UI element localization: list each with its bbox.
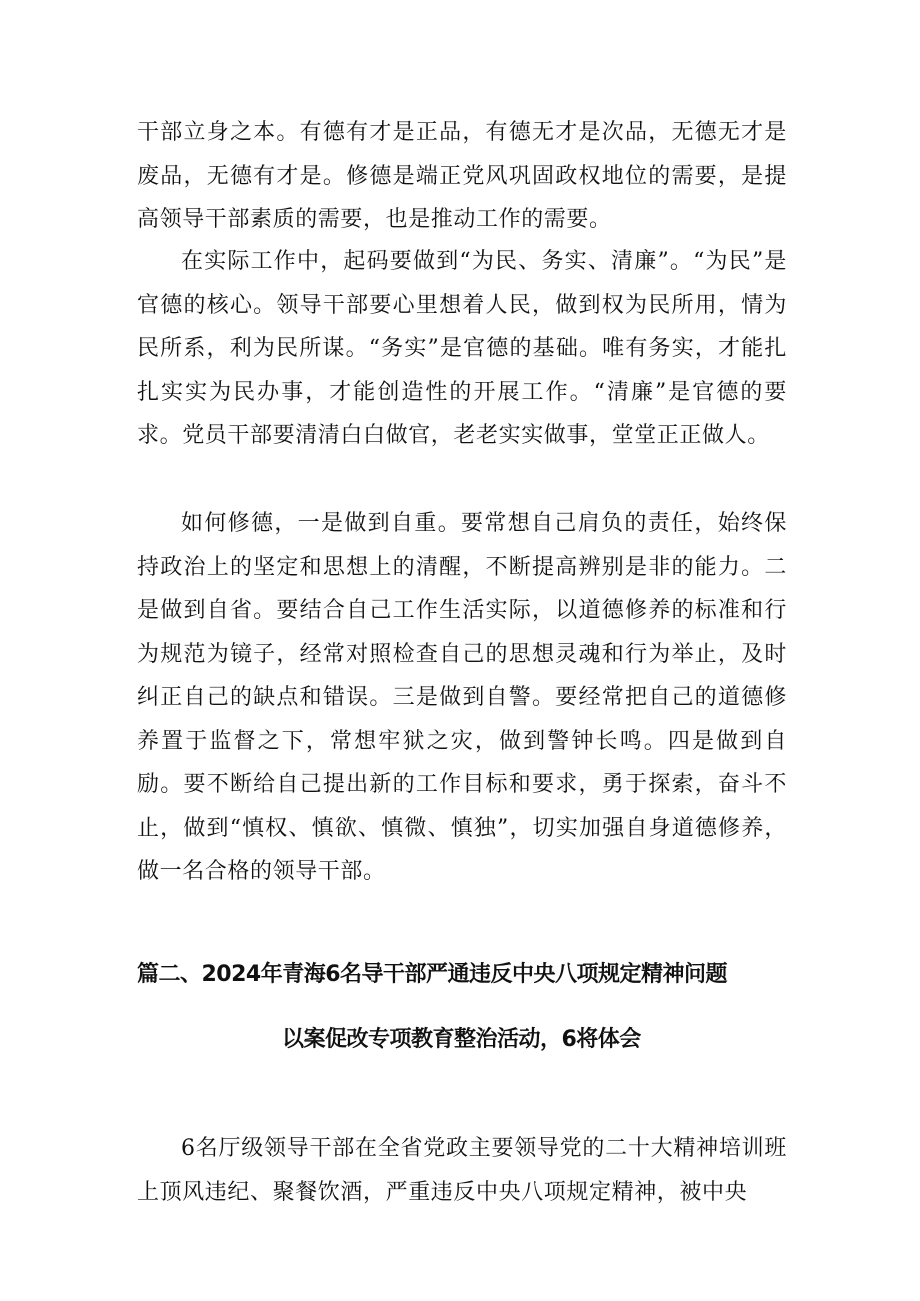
paragraph-official-virtue: 在实际工作中，起码要做到“为民、务实、清廉”。“为民”是官德的核心。领导干部要心里想着人民，做到权为民所用，情为民所系，利为民所谋。“务实”是官德的基础。唯有务实，才能扎扎实实为民办事，才能创造性的开展工作。“清廉”是官德的要求。党员干部要清清白白做官，老老实实做事，堂堂正正做人。: [137, 249, 787, 448]
paragraph-how-to-cultivate: 如何修德，一是做到自重。要常想自己肩负的责任，始终保持政治上的坚定和思想上的清醒，不断提高辨别是非的能力。二是做到自省。要结合自己工作生活实际，以道德修养的标准和行为规范为镜子，经常对照检查自己的思想灵魂和行为举止，及时纠正自己的缺点和错误。三是做到自警。要经常把自己的道德修养置于监督之下，常想牢狱之灾，做到警钟长鸣。四是做到自励。要不断给自己提出新的工作目标和要求，勇于探索，奋斗不止，做到“慎权、慎欲、慎微、慎独”，切实加强自身道德修养，做一名合格的领导干部。: [137, 511, 787, 884]
section-heading-line-2: 以案促改专项教育整治活动，6将体会: [282, 1027, 641, 1052]
section-heading-line-1: 篇二、2024年青海6名导干部严通违反中央八项规定精神问题: [137, 962, 728, 987]
paragraph-section-body: 6名厅级领导干部在全省党政主要领导党的二十大精神培训班上顶风违纪、聚餐饮酒，严重违反中央八项规定精神，被中央: [137, 1136, 787, 1205]
paragraph-continuation: 干部立身之本。有德有才是正品，有德无才是次品，无德无才是废品，无德有才是。修德是端正党风巩固政权地位的需要，是提高领导干部素质的需要，也是推动工作的需要。: [137, 120, 787, 232]
